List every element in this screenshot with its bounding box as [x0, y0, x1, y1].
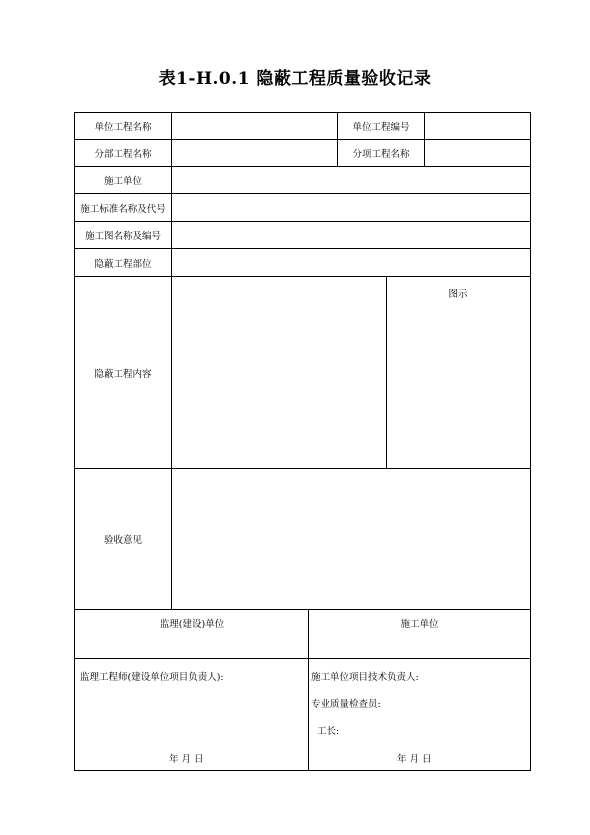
- concealed-content-field[interactable]: [172, 277, 387, 469]
- construction-sign-area[interactable]: [309, 659, 531, 771]
- label-subitem-project-name: 分项工程名称: [338, 140, 425, 167]
- construction-unit-field[interactable]: [172, 167, 531, 194]
- unit-project-name-field[interactable]: [172, 112, 338, 140]
- drawing-name-number-field[interactable]: [172, 222, 531, 249]
- diagram-area[interactable]: [387, 277, 531, 469]
- label-drawing-name-number: 施工图名称及编号: [74, 222, 172, 249]
- label-standard-name-code: 施工标准名称及代号: [74, 194, 172, 222]
- quality-inspector-label: 专业质量检查员:: [311, 699, 381, 710]
- label-concealed-content: 隐蔽工程内容: [74, 277, 172, 469]
- subitem-project-name-field[interactable]: [425, 140, 531, 167]
- unit-project-number-field[interactable]: [425, 112, 531, 140]
- concealed-part-field[interactable]: [172, 249, 531, 277]
- foreman-label: 工长:: [317, 726, 340, 737]
- supervision-unit-header: [74, 610, 309, 659]
- label-unit-project-name: 单位工程名称: [74, 112, 172, 140]
- acceptance-form-table: [74, 112, 531, 771]
- division-project-name-field[interactable]: [172, 140, 338, 167]
- supervising-engineer-sign-area[interactable]: [74, 659, 309, 771]
- construction-unit-sign-label: 施工单位: [400, 619, 439, 630]
- date-right: 年 月 日: [397, 754, 432, 765]
- label-division-project-name: 分部工程名称: [74, 140, 172, 167]
- supervision-unit-label: 监理(建设)单位: [159, 619, 225, 630]
- label-concealed-part: 隐蔽工程部位: [74, 249, 172, 277]
- tech-leader-label: 施工单位项目技术负责人:: [311, 672, 419, 683]
- date-left: 年 月 日: [169, 754, 204, 765]
- construction-unit-header: [309, 610, 531, 659]
- supervising-engineer-label: 监理工程师(建设单位项目负责人):: [80, 672, 224, 683]
- acceptance-opinion-field[interactable]: [172, 469, 531, 610]
- label-acceptance-opinion: 验收意见: [74, 469, 172, 610]
- form-title: 表1-H.0.1 隐蔽工程质量验收记录: [158, 69, 432, 89]
- standard-name-code-field[interactable]: [172, 194, 531, 222]
- diagram-label: 图示: [448, 289, 468, 300]
- label-construction-unit: 施工单位: [74, 167, 172, 194]
- label-unit-project-number: 单位工程编号: [338, 112, 425, 140]
